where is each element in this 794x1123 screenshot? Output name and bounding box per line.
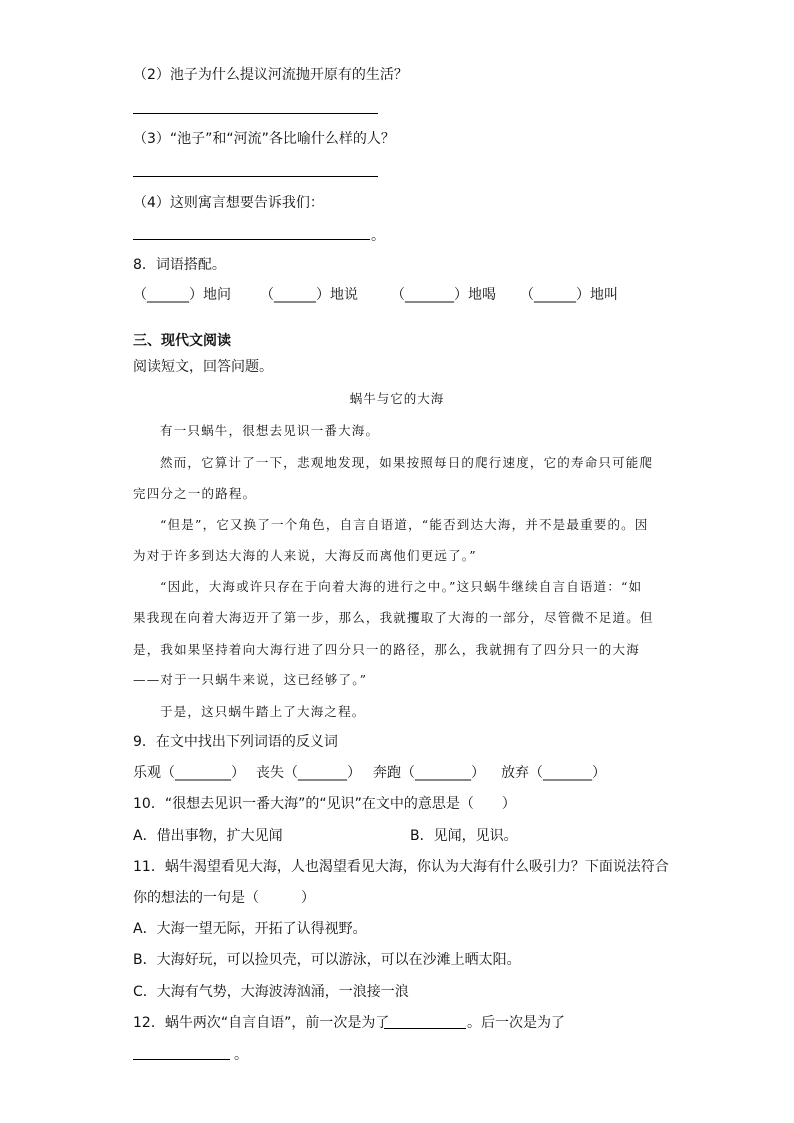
passage-line: 完四分之一的路程。 xyxy=(133,486,257,501)
question-3: （3）“池子”和“河流”各比喻什么样的人？ xyxy=(133,131,395,147)
question-10: 10．“很想去见识一番大海”的“见识”在文中的意思是（ ） xyxy=(133,796,516,812)
q9-item-4: 放弃（_______） xyxy=(501,765,606,781)
answer-line-q4 xyxy=(133,239,370,240)
question-11-line-2: 你的想法的一句是（ ） xyxy=(133,890,315,906)
question-4-period: 。 xyxy=(371,228,385,244)
passage-line: “但是”，它又换了一个角色，自言自语道，“能否到达大海，并不是最重要的。因 xyxy=(160,517,649,532)
question-11-line-1: 11．蜗牛渴望看见大海，人也渴望看见大海，你认为大海有什么吸引力？下面说法符合 xyxy=(133,859,669,875)
q9-item-2: 丧失（_______） xyxy=(256,765,361,781)
q8-item-2: （______）地说 xyxy=(260,287,358,303)
q11-option-b: B．大海好玩，可以捡贝壳，可以游泳，可以在沙滩上晒太阳。 xyxy=(133,952,521,968)
question-9: 9．在文中找出下列词语的反义词 xyxy=(133,734,338,750)
q11-option-c: C．大海有气势，大海波涛汹涌，一浪接一浪 xyxy=(133,984,409,1000)
passage-line: 果我现在向着大海迈开了第一步，那么，我就攫取了大海的一部分，尽管微不足道。但 xyxy=(133,610,654,625)
answer-line-q12-second xyxy=(133,1059,230,1060)
question-12-part-2: 。后一次是为了 xyxy=(467,1015,565,1031)
section-heading: 三、现代文阅读 xyxy=(133,333,231,349)
q8-item-3: （_______）地喝 xyxy=(391,287,496,303)
q8-item-4: （______）地叫 xyxy=(520,287,618,303)
passage-title: 蜗牛与它的大海 xyxy=(349,391,445,406)
passage-line: 然而，它算计了一下，悲观地发现，如果按照每日的爬行速度，它的寿命只可能爬 xyxy=(160,455,654,470)
reading-instruction: 阅读短文，回答问题。 xyxy=(133,359,273,375)
q10-option-b: B．见闻，见识。 xyxy=(410,828,518,844)
question-12-period: 。 xyxy=(234,1047,248,1063)
question-12-part-1: 12．蜗牛两次“自言自语”，前一次是为了 xyxy=(133,1015,390,1031)
passage-line: 为对于许多到达大海的人来说，大海反而离他们更远了。” xyxy=(133,548,477,563)
question-2: （2）池子为什么提议河流抛开原有的生活？ xyxy=(133,67,408,83)
passage-line: “因此，大海或许只存在于向着大海的进行之中。”这只蜗牛继续自言自语道：“如 xyxy=(160,579,643,594)
q9-item-3: 奔跑（________） xyxy=(373,765,485,781)
passage-line: 有一只蜗牛，很想去见识一番大海。 xyxy=(160,423,380,438)
q11-option-a: A．大海一望无际，开拓了认得视野。 xyxy=(133,921,367,937)
answer-line-q12-first xyxy=(384,1028,466,1029)
q10-option-a: A．借出事物，扩大见闻 xyxy=(133,828,283,844)
question-8: 8．词语搭配。 xyxy=(133,257,226,273)
question-4: （4）这则寓言想要告诉我们： xyxy=(133,195,324,211)
passage-line: 于是，这只蜗牛踏上了大海之程。 xyxy=(160,704,366,719)
answer-line-q3 xyxy=(133,176,378,177)
passage-line: 是，我如果坚持着向大海行进了四分只一的路径，那么，我就拥有了四分只一的大海 xyxy=(133,642,640,657)
passage-line: ——对于一只蜗牛来说，这已经够了。” xyxy=(133,672,368,687)
answer-line-q2 xyxy=(133,113,378,114)
q8-item-1: （______）地问 xyxy=(133,287,231,303)
q9-item-1: 乐观（________） xyxy=(133,765,245,781)
